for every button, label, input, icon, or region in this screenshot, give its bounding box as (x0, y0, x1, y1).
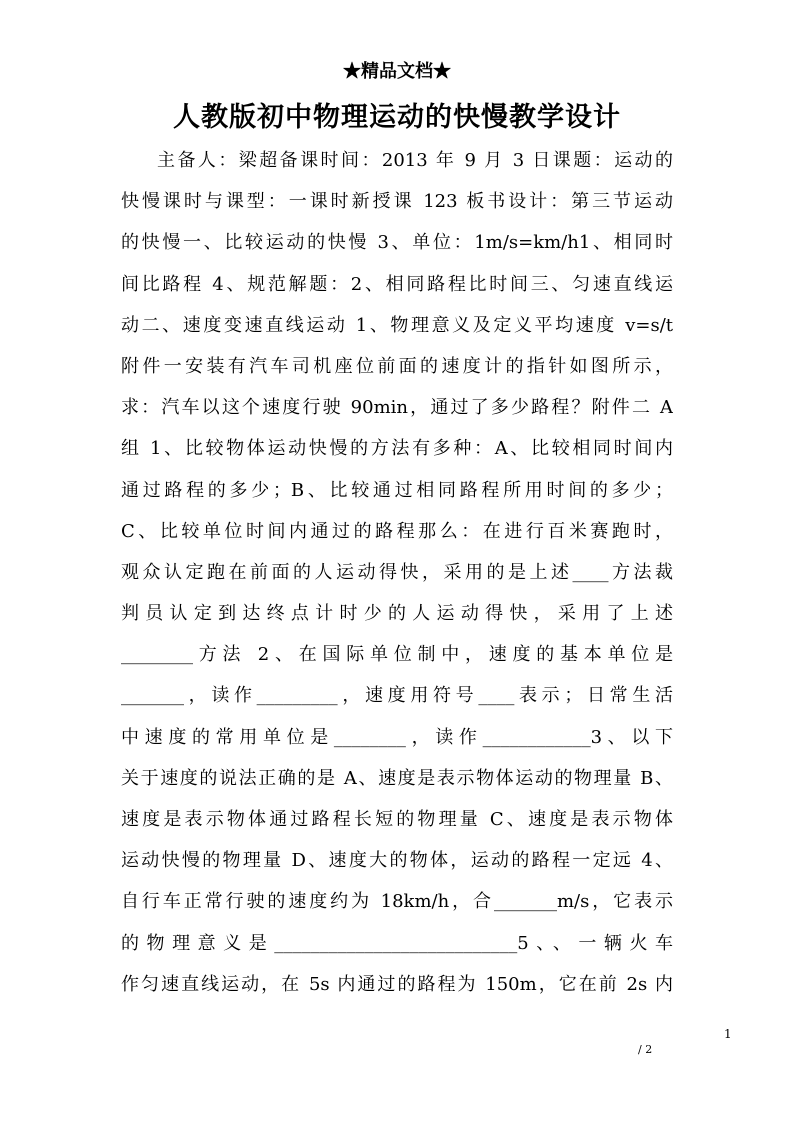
body-line: 的物理意义是___________________________5、、一辆火车 (121, 932, 673, 954)
body-line: C、比较单位时间内通过的路程那么：在进行百米赛跑时， (121, 520, 673, 542)
body-line: _______，读作_________，速度用符号____表示；日常生活 (121, 685, 673, 707)
body-line: 观众认定跑在前面的人运动得快，采用的是上述____方法裁 (121, 561, 673, 583)
body-line: 组 1、比较物体运动快慢的方法有多种：A、比较相同时间内 (121, 438, 673, 460)
body-line: 自行车正常行驶的速度约为 18km/h，合_______m/s，它表示 (121, 891, 673, 913)
body-line: 求：汽车以这个速度行驶 90min，通过了多少路程？附件二 A (121, 397, 673, 419)
body-line: 判员认定到达终点计时少的人运动得快，采用了上述 (121, 603, 673, 625)
document-title: 人教版初中物理运动的快慢教学设计 (173, 102, 621, 133)
body-line: 间比路程 4、规范解题：2、相同路程比时间三、匀速直线运 (121, 273, 673, 295)
body-line: 关于速度的说法正确的是 A、速度是表示物体运动的物理量 B、 (121, 767, 673, 789)
body-line: 中速度的常用单位是________，读作____________3、以下 (121, 726, 673, 748)
header-mark: ★精品文档★ (343, 61, 451, 82)
body-line: 附件一安装有汽车司机座位前面的速度计的指针如图所示， (121, 355, 673, 377)
body-line: 主备人：梁超备课时间：2013 年 9 月 3 日课题：运动的 (157, 150, 673, 171)
document-body (121, 140, 673, 1005)
body-line: 通过路程的多少；B、比较通过相同路程所用时间的多少； (121, 479, 673, 501)
page-number: 1 (724, 1027, 732, 1041)
body-line: 速度是表示物体通过路程长短的物理量 C、速度是表示物体 (121, 809, 673, 830)
page-total: / 2 (638, 1043, 653, 1056)
body-line: 的快慢一、比较运动的快慢 3、单位：1m/s=km/h1、相同时 (121, 232, 673, 254)
body-line: ________方法 2、在国际单位制中，速度的基本单位是 (121, 644, 673, 666)
body-line: 运动快慢的物理量 D、速度大的物体，运动的路程一定远 4、 (121, 850, 673, 872)
body-line: 作匀速直线运动，在 5s 内通过的路程为 150m，它在前 2s 内 (121, 973, 673, 995)
body-line: 动二、速度变速直线运动 1、物理意义及定义平均速度 v=s/t (121, 314, 673, 336)
body-line: 快慢课时与课型：一课时新授课 123 板书设计：第三节运动 (121, 191, 673, 213)
